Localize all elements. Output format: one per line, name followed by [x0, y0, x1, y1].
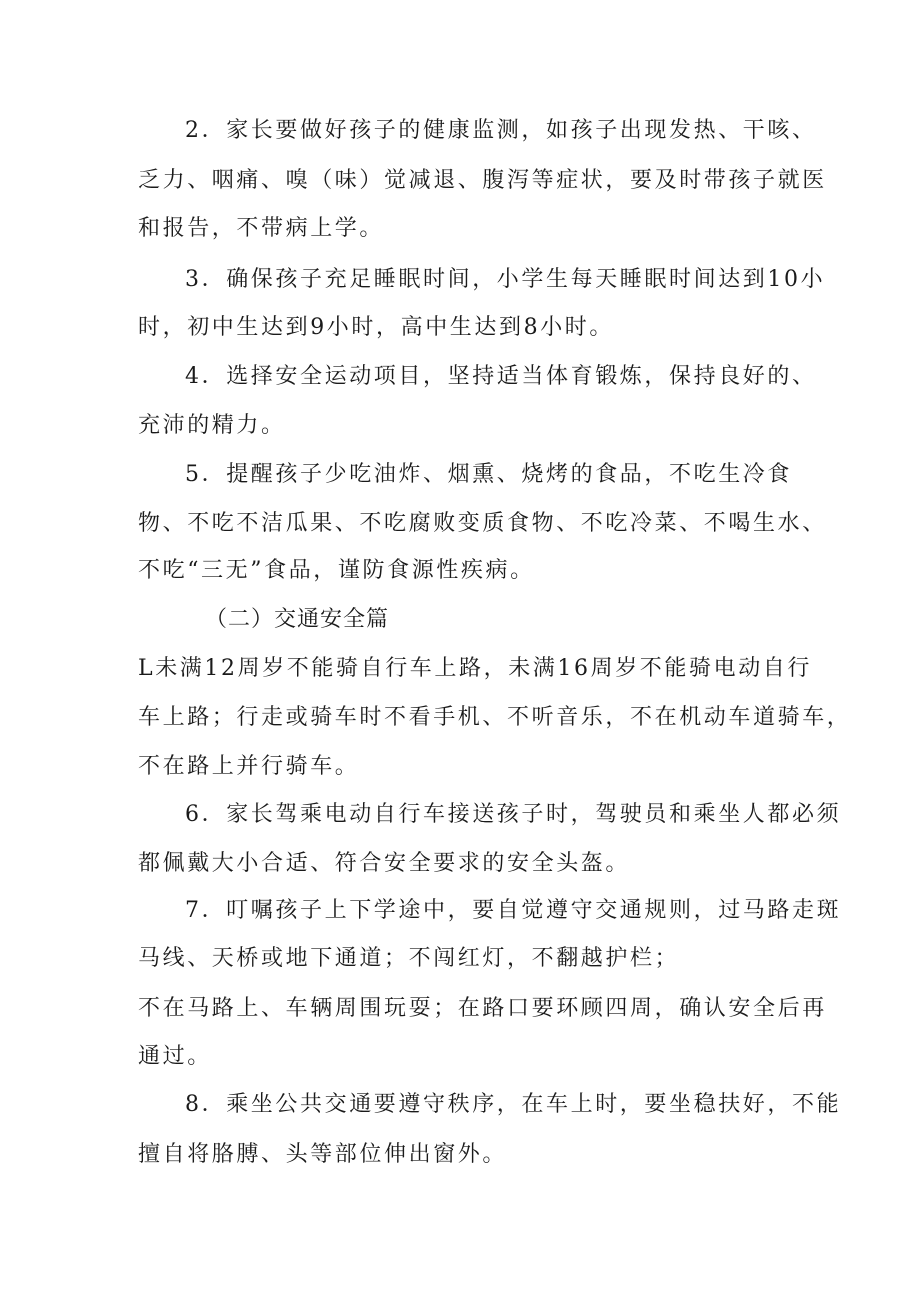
paragraph-7-line-2: 马线、天桥或地下通道；不闯红灯，不翻越护栏； [138, 946, 680, 971]
paragraph-1-line-3: 不在路上并行骑车。 [138, 754, 360, 779]
paragraph-7-line-3: 不在马路上、车辆周围玩耍；在路口要环顾四周，确认安全后再 [138, 996, 827, 1021]
paragraph-8-line-1: 8．乘坐公共交通要遵守秩序，在车上时，要坐稳扶好，不能 [185, 1092, 842, 1117]
paragraph-8-line-2: 擅自将胳膊、头等部位伸出窗外。 [138, 1142, 508, 1167]
paragraph-5-line-2: 物、不吃不洁瓜果、不吃腐败变质食物、不吃冷菜、不喝生水、 [138, 511, 827, 536]
paragraph-1-line-2: 车上路；行走或骑车时不看手机、不听音乐，不在机动车道骑车， [138, 705, 852, 730]
paragraph-5-line-1: 5．提醒孩子少吃油炸、烟熏、烧烤的食品，不吃生冷食 [185, 462, 792, 487]
paragraph-5-line-3: 不吃“三无”食品，谨防食源性疾病。 [138, 558, 535, 583]
paragraph-2-line-3: 和报告，不带病上学。 [138, 216, 385, 241]
paragraph-6-line-2: 都佩戴大小合适、符合安全要求的安全头盔。 [138, 851, 631, 876]
paragraph-4-line-1: 4．选择安全运动项目，坚持适当体育锻炼，保持良好的、 [185, 364, 817, 389]
paragraph-3-line-2: 时，初中生达到9小时，高中生达到8小时。 [138, 315, 614, 340]
paragraph-2-line-2: 乏力、咽痛、嗅（味）觉减退、腹泻等症状，要及时带孩子就医 [138, 168, 827, 193]
paragraph-1-line-1: L未满12周岁不能骑自行车上路，未满16周岁不能骑电动自行 [138, 656, 812, 681]
paragraph-3-line-1: 3．确保孩子充足睡眠时间，小学生每天睡眠时间达到10小 [185, 267, 826, 292]
paragraph-7-line-1: 7．叮嘱孩子上下学途中，要自觉遵守交通规则，过马路走斑 [185, 898, 842, 923]
paragraph-2-line-1: 2．家长要做好孩子的健康监测，如孩子出现发热、干咳、 [185, 118, 817, 143]
paragraph-6-line-1: 6．家长驾乘电动自行车接送孩子时，驾驶员和乘坐人都必须 [185, 802, 842, 827]
section-heading-traffic-safety: （二）交通安全篇 [205, 607, 390, 632]
paragraph-7-line-4: 通过。 [138, 1044, 212, 1069]
paragraph-4-line-2: 充沛的精力。 [138, 413, 286, 438]
